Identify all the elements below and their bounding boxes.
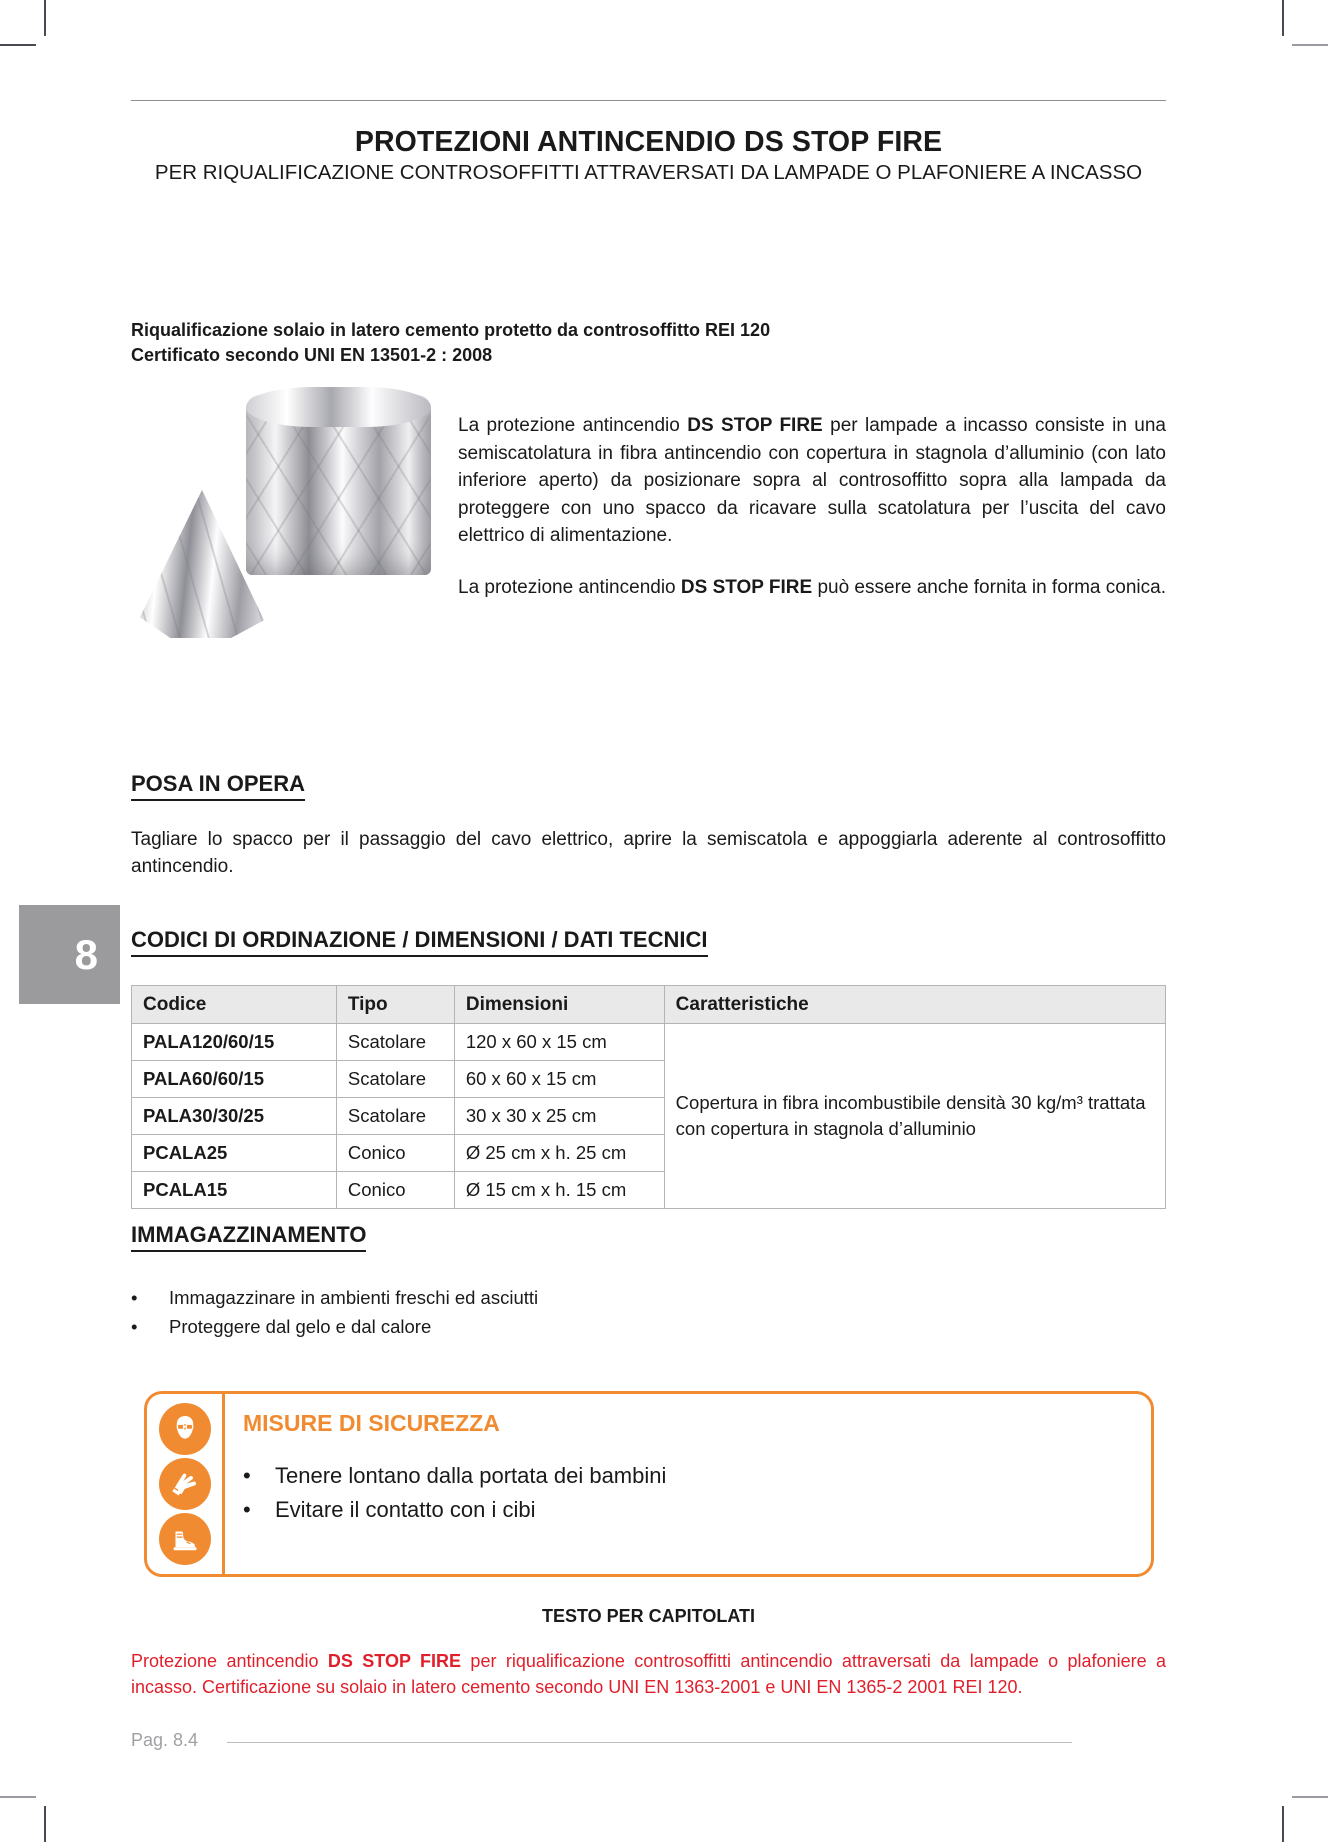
cell-codice: PALA30/30/25 xyxy=(132,1098,337,1135)
cell-dimensioni: Ø 15 cm x h. 15 cm xyxy=(454,1172,664,1209)
capitolati-text-pre: Protezione antincendio xyxy=(131,1651,328,1671)
desc-p1-post: per lampade a incasso consiste in una semiscatolatura in fibra antincendio con copertura in stagnola d’alluminio (con lato inferiore aperto) da posizionare sopra al controsoffitto sopra alla lampada da proteggere con uno spacco da ricavare sulla scatolatura per l’uscita del cavo elettrico di alimentazione. xyxy=(458,415,1166,546)
column-header-dimensioni: Dimensioni xyxy=(454,986,664,1024)
cell-tipo: Scatolare xyxy=(336,1061,454,1098)
section-heading-posa-in-opera: POSA IN OPERA xyxy=(131,771,305,801)
gloves-icon xyxy=(159,1458,211,1510)
list-item xyxy=(243,1459,1131,1493)
cell-codice: PALA120/60/15 xyxy=(132,1024,337,1061)
desc-p1-pre: La protezione antincendio xyxy=(458,415,688,436)
posa-in-opera-text: Tagliare lo spacco per il passaggio del cavo elettrico, aprire la semiscatola e appoggiarla aderente al controsoffitto antincendio. xyxy=(131,829,1166,877)
description-paragraph-2 xyxy=(458,574,1166,602)
cell-dimensioni: Ø 25 cm x h. 25 cm xyxy=(454,1135,664,1172)
list-item xyxy=(243,1493,1131,1527)
crop-mark-bottom-left-horizontal xyxy=(0,1796,36,1798)
immagazzinamento-list xyxy=(131,1283,831,1341)
safety-list xyxy=(243,1459,1131,1527)
intro-block xyxy=(131,318,1031,368)
page-subtitle: PER RIQUALIFICAZIONE CONTROSOFFITTI ATTRAVERSATI DA LAMPADE O PLAFONIERE A INCASSO xyxy=(154,161,1143,184)
desc-p2-brand: DS STOP FIRE xyxy=(680,576,813,598)
product-codes-table xyxy=(131,985,1166,1209)
intro-line-1: Riqualificazione solaio in latero cemento protetto da controsoffitto REI 120 xyxy=(131,320,771,340)
cell-caratteristiche: Copertura in fibra incombustibile densità 30 kg/m³ trattata con copertura in stagnola d’alluminio xyxy=(664,1024,1165,1209)
cell-codice: PCALA25 xyxy=(132,1135,337,1172)
safety-content xyxy=(243,1410,1131,1527)
footer-divider xyxy=(227,1742,1072,1743)
cell-dimensioni: 120 x 60 x 15 cm xyxy=(454,1024,664,1061)
table-header-row xyxy=(132,986,1166,1024)
capitolati-title: TESTO PER CAPITOLATI xyxy=(541,1606,756,1626)
cell-tipo: Scatolare xyxy=(336,1024,454,1061)
crop-mark-top-right-vertical xyxy=(1282,0,1284,36)
cell-tipo: Conico xyxy=(336,1172,454,1209)
list-item-label: Immagazzinare in ambienti freschi ed asciutti xyxy=(169,1287,539,1308)
column-header-caratteristiche: Caratteristiche xyxy=(664,986,1165,1024)
footer-page-label: Pag. 8.4 xyxy=(131,1730,199,1750)
desc-p2-post: può essere anche fornita in forma conica. xyxy=(812,576,1166,598)
list-item xyxy=(131,1312,831,1341)
safety-icon-column xyxy=(147,1394,225,1574)
desc-p2-pre: La protezione antincendio xyxy=(458,576,681,598)
capitolati-text-post: per riqualificazione controsoffitti antincendio attraversati da lampade o plafoniere a incasso. Certificazione su solaio in latero cemento secondo UNI EN 1363-2001 e UNI EN 1365-2 2001 REI 120. xyxy=(131,1651,1166,1697)
description-block xyxy=(458,412,1166,625)
list-item-label: Tenere lontano dalla portata dei bambini xyxy=(275,1463,667,1488)
section-number-tab: 8 xyxy=(19,905,120,1004)
bullet-icon: • xyxy=(243,1497,251,1522)
bullet-icon: • xyxy=(131,1316,138,1337)
description-paragraph-1 xyxy=(458,412,1166,550)
column-header-tipo: Tipo xyxy=(336,986,454,1024)
page-title: PROTEZIONI ANTINCENDIO DS STOP FIRE xyxy=(354,126,943,158)
table-row xyxy=(132,1024,1166,1061)
cell-dimensioni: 60 x 60 x 15 cm xyxy=(454,1061,664,1098)
bullet-icon: • xyxy=(243,1463,251,1488)
cell-codice: PCALA15 xyxy=(132,1172,337,1209)
capitolati-brand: DS STOP FIRE xyxy=(327,1651,462,1671)
safety-measures-box xyxy=(144,1391,1154,1577)
cell-tipo: Scatolare xyxy=(336,1098,454,1135)
document-page xyxy=(74,0,1197,1842)
bullet-icon: • xyxy=(131,1287,138,1308)
crop-mark-top-right-horizontal xyxy=(1292,44,1328,46)
list-item xyxy=(131,1283,831,1312)
crop-mark-top-left-horizontal xyxy=(0,44,36,46)
cell-tipo: Conico xyxy=(336,1135,454,1172)
product-illustration xyxy=(131,395,431,635)
header-divider xyxy=(131,100,1166,101)
crop-mark-top-left-vertical xyxy=(44,0,46,36)
safety-boot-icon xyxy=(159,1513,211,1565)
box-protection-top-icon xyxy=(246,387,431,427)
list-item-label: Proteggere dal gelo e dal calore xyxy=(169,1316,432,1337)
section-heading-immagazzinamento: IMMAGAZZINAMENTO xyxy=(131,1222,366,1252)
column-header-codice: Codice xyxy=(132,986,337,1024)
list-item-label: Evitare il contatto con i cibi xyxy=(275,1497,536,1522)
crop-mark-bottom-right-horizontal xyxy=(1292,1796,1328,1798)
crop-mark-bottom-right-vertical xyxy=(1282,1806,1284,1842)
safety-title: MISURE DI SICUREZZA xyxy=(243,1410,500,1436)
cell-codice: PALA60/60/15 xyxy=(132,1061,337,1098)
goggles-face-icon xyxy=(159,1403,211,1455)
cell-dimensioni: 30 x 30 x 25 cm xyxy=(454,1098,664,1135)
intro-line-2: Certificato secondo UNI EN 13501-2 : 2008 xyxy=(131,345,493,365)
capitolati-text xyxy=(131,1648,1166,1700)
crop-mark-bottom-left-vertical xyxy=(44,1806,46,1842)
desc-p1-brand: DS STOP FIRE xyxy=(687,415,823,436)
section-heading-codici: CODICI DI ORDINAZIONE / DIMENSIONI / DATI TECNICI xyxy=(131,927,708,957)
